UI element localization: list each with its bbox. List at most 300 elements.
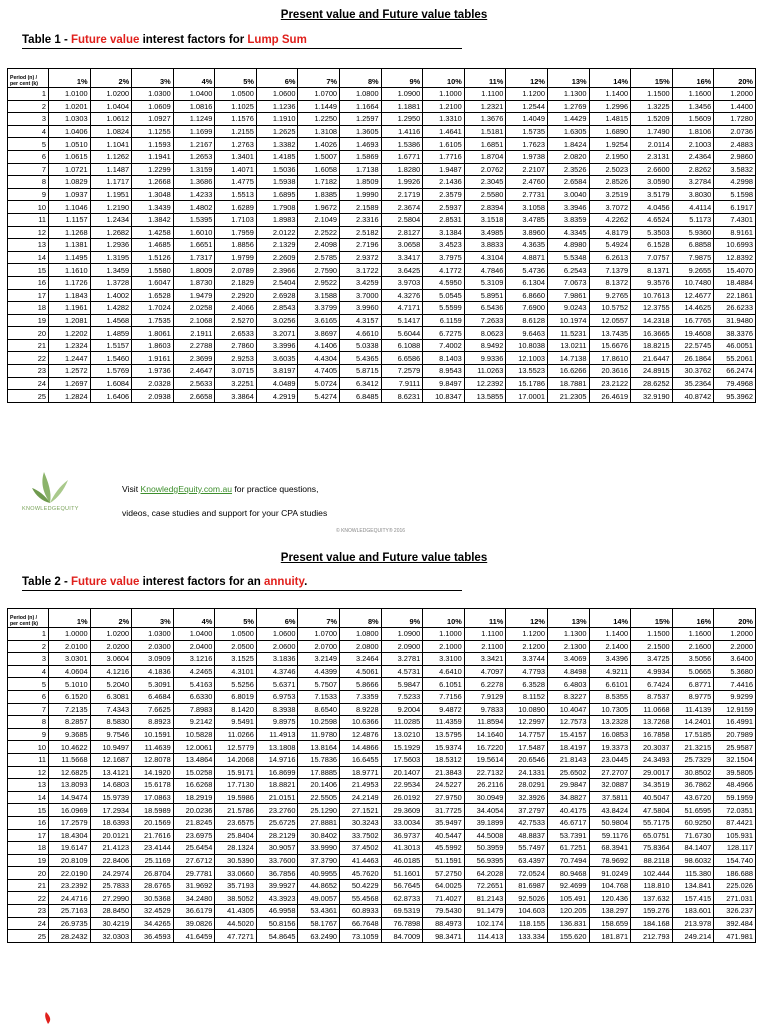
factor-cell: 2.0762	[464, 163, 506, 176]
factor-cell: 30.3243	[340, 816, 382, 829]
factor-cell: 8.2857	[49, 716, 91, 729]
factor-cell: 26.4619	[589, 390, 631, 403]
factor-cell: 2.1719	[381, 188, 423, 201]
factor-cell: 5.6371	[256, 678, 298, 691]
factor-cell: 10.5828	[173, 728, 215, 741]
factor-cell: 21.3843	[423, 766, 465, 779]
factor-cell: 1.7716	[423, 150, 465, 163]
factor-cell: 128.117	[714, 842, 756, 855]
factor-cell: 1.6890	[589, 125, 631, 138]
factor-cell: 13.0211	[547, 339, 589, 352]
factor-cell: 23.0445	[589, 753, 631, 766]
factor-cell: 6.5436	[464, 302, 506, 315]
factor-cell: 5.1598	[714, 188, 756, 201]
factor-cell: 26.1864	[672, 352, 714, 365]
factor-cell: 18.7881	[547, 377, 589, 390]
factor-cell: 1.4233	[173, 188, 215, 201]
factor-cell: 16.0969	[49, 804, 91, 817]
factor-cell: 1.4429	[547, 113, 589, 126]
factor-cell: 6.1159	[423, 314, 465, 327]
period-cell: 25	[8, 390, 49, 403]
table-row	[8, 905, 756, 918]
period-cell: 19	[8, 854, 49, 867]
factor-cell: 2.0114	[631, 138, 673, 151]
factor-cell: 4.6610	[340, 327, 382, 340]
factor-cell: 2.3966	[256, 264, 298, 277]
table-row	[8, 201, 756, 214]
factor-cell: 1.1717	[90, 176, 132, 189]
factor-cell: 2.2107	[506, 163, 548, 176]
factor-cell: 2.9372	[340, 251, 382, 264]
factor-cell: 5.5256	[215, 678, 257, 691]
factor-cell: 64.2028	[464, 867, 506, 880]
copyright: © KNOWLEDGEQUITY® 2016	[336, 528, 406, 534]
factor-cell: 1.5036	[256, 163, 298, 176]
visit-suffix: for practice questions,	[232, 484, 319, 494]
table-2-title-suffix: .	[304, 576, 308, 588]
factor-cell: 1.1025	[215, 100, 257, 113]
factor-cell: 2.3699	[173, 352, 215, 365]
factor-cell: 104.603	[506, 905, 548, 918]
factor-cell: 39.0826	[173, 917, 215, 930]
factor-cell: 1.0721	[49, 163, 91, 176]
factor-cell: 61.7251	[547, 842, 589, 855]
table-row	[8, 302, 756, 315]
table-2-title-highlight-2: annuity	[264, 576, 305, 588]
factor-cell: 1.5938	[256, 176, 298, 189]
factor-cell: 1.7623	[506, 138, 548, 151]
table-2-title-middle: interest factors for an	[139, 576, 265, 588]
knowledgequity-link[interactable]: KnowledgEquity.com.au	[140, 484, 233, 494]
factor-cell: 1.1961	[49, 302, 91, 315]
factor-cell: 59.1176	[589, 829, 631, 842]
factor-cell: 15.1786	[506, 377, 548, 390]
table-row	[8, 930, 756, 943]
factor-cell: 1.4002	[90, 289, 132, 302]
factor-cell: 1.3382	[256, 138, 298, 151]
factor-cell: 13.1808	[256, 741, 298, 754]
factor-cell: 25.6454	[173, 842, 215, 855]
factor-cell: 12.4677	[672, 289, 714, 302]
factor-cell: 5.2040	[90, 678, 132, 691]
factor-cell: 1.3459	[90, 264, 132, 277]
factor-cell: 2.1300	[547, 640, 589, 653]
factor-cell: 1.0609	[132, 100, 174, 113]
factor-cell: 4.7097	[464, 665, 506, 678]
factor-cell: 1.8509	[340, 176, 382, 189]
table-row	[8, 766, 756, 779]
factor-cell: 1.3676	[464, 113, 506, 126]
factor-cell: 73.1059	[340, 930, 382, 943]
factor-cell: 24.2149	[340, 791, 382, 804]
factor-cell: 1.4775	[215, 176, 257, 189]
factor-cell: 8.8923	[132, 716, 174, 729]
factor-cell: 5.1010	[49, 678, 91, 691]
factor-cell: 212.793	[631, 930, 673, 943]
factor-cell: 32.3926	[506, 791, 548, 804]
period-cell: 23	[8, 905, 49, 918]
factor-cell: 21.0151	[256, 791, 298, 804]
factor-cell: 16.6266	[547, 365, 589, 378]
factor-cell: 13.2328	[589, 716, 631, 729]
factor-cell: 51.1591	[423, 854, 465, 867]
factor-cell: 42.7533	[506, 816, 548, 829]
factor-cell: 3.1588	[298, 289, 340, 302]
factor-cell: 105.491	[547, 892, 589, 905]
factor-cell: 25.7329	[672, 753, 714, 766]
factor-cell: 3.8197	[256, 365, 298, 378]
factor-cell: 6.1051	[423, 678, 465, 691]
visit-line-2: videos, case studies and support for your CPA studies	[122, 508, 328, 518]
factor-cell: 7.6625	[132, 703, 174, 716]
factor-cell: 50.9804	[589, 816, 631, 829]
factor-cell: 271.031	[714, 892, 756, 905]
factor-cell: 12.0557	[589, 314, 631, 327]
factor-cell: 1.2100	[423, 100, 465, 113]
table-row	[8, 791, 756, 804]
factor-cell: 1.4258	[132, 226, 174, 239]
period-cell: 24	[8, 377, 49, 390]
factor-cell: 7.9111	[381, 377, 423, 390]
factor-cell: 18.8215	[631, 339, 673, 352]
factor-cell: 1.2824	[49, 390, 91, 403]
factor-cell: 155.620	[547, 930, 589, 943]
factor-cell: 2.9522	[298, 276, 340, 289]
table-row	[8, 365, 756, 378]
factor-cell: 10.7613	[631, 289, 673, 302]
factor-cell: 2.2522	[298, 226, 340, 239]
factor-cell: 48.8837	[506, 829, 548, 842]
factor-cell: 1.9736	[132, 365, 174, 378]
factor-cell: 23.2122	[589, 377, 631, 390]
factor-cell: 62.8733	[381, 892, 423, 905]
table-1-title-highlight-1: Future value	[71, 34, 140, 46]
factor-cell: 28.6765	[132, 879, 174, 892]
factor-cell: 91.0249	[589, 867, 631, 880]
period-cell: 24	[8, 917, 49, 930]
factor-cell: 9.2765	[589, 289, 631, 302]
factor-cell: 2.4883	[714, 138, 756, 151]
factor-cell: 3.3864	[215, 390, 257, 403]
factor-cell: 105.931	[714, 829, 756, 842]
factor-cell: 63.4397	[506, 854, 548, 867]
factor-cell: 20.1569	[132, 816, 174, 829]
factor-cell: 88.4973	[423, 917, 465, 930]
factor-cell: 5.3680	[714, 665, 756, 678]
factor-cell: 6.9753	[256, 690, 298, 703]
factor-cell: 92.5026	[506, 892, 548, 905]
factor-cell: 1.0824	[90, 125, 132, 138]
factor-cell: 30.4219	[90, 917, 132, 930]
factor-cell: 1.1100	[464, 628, 506, 641]
factor-cell: 26.2116	[464, 779, 506, 792]
factor-cell: 15.4070	[714, 264, 756, 277]
factor-cell: 9.7546	[90, 728, 132, 741]
leaf-logo-icon	[30, 470, 70, 504]
factor-cell: 1.6528	[132, 289, 174, 302]
factor-cell: 17.8885	[298, 766, 340, 779]
factor-cell: 30.5368	[132, 892, 174, 905]
factor-cell: 28.8450	[90, 905, 132, 918]
factor-cell: 6.8858	[672, 239, 714, 252]
factor-cell: 1.1200	[506, 88, 548, 101]
column-header: 12%	[506, 69, 548, 88]
period-cell: 12	[8, 766, 49, 779]
factor-cell: 12.0061	[173, 741, 215, 754]
table-row	[8, 829, 756, 842]
factor-cell: 36.4593	[132, 930, 174, 943]
factor-cell: 2.8394	[464, 201, 506, 214]
factor-cell: 38.3376	[714, 327, 756, 340]
factor-cell: 44.8652	[298, 879, 340, 892]
factor-cell: 1.5386	[381, 138, 423, 151]
factor-cell: 17.7130	[215, 779, 257, 792]
factor-cell: 2.1436	[423, 176, 465, 189]
period-cell: 7	[8, 163, 49, 176]
factor-cell: 1.7535	[132, 314, 174, 327]
factor-cell: 41.3013	[381, 842, 423, 855]
factor-cell: 2.1100	[464, 640, 506, 653]
factor-cell: 1.4641	[423, 125, 465, 138]
factor-cell: 34.8827	[547, 791, 589, 804]
factor-cell: 1.0201	[49, 100, 91, 113]
factor-cell: 1.2447	[49, 352, 91, 365]
factor-cell: 5.4924	[589, 239, 631, 252]
factor-cell: 213.978	[672, 917, 714, 930]
factor-cell: 48.4966	[714, 779, 756, 792]
period-cell: 20	[8, 327, 49, 340]
factor-cell: 184.168	[631, 917, 673, 930]
period-cell: 17	[8, 289, 49, 302]
factor-cell: 14.9716	[256, 753, 298, 766]
factor-cell: 3.1384	[423, 226, 465, 239]
factor-cell: 6.3081	[90, 690, 132, 703]
factor-cell: 2.4364	[672, 150, 714, 163]
factor-cell: 1.2625	[256, 125, 298, 138]
factor-cell: 5.8715	[340, 365, 382, 378]
factor-cell: 78.9692	[589, 854, 631, 867]
column-header: 13%	[547, 69, 589, 88]
factor-cell: 6.1088	[381, 339, 423, 352]
factor-cell: 14.9474	[49, 791, 91, 804]
factor-cell: 2.4098	[298, 239, 340, 252]
period-cell: 9	[8, 728, 49, 741]
factor-cell: 10.5752	[589, 302, 631, 315]
column-header: 6%	[256, 69, 298, 88]
factor-cell: 3.1058	[506, 201, 548, 214]
factor-cell: 2.0700	[298, 640, 340, 653]
factor-cell: 34.3519	[631, 779, 673, 792]
factor-cell: 44.5020	[215, 917, 257, 930]
factor-cell: 4.5731	[381, 665, 423, 678]
factor-cell: 16.6455	[340, 753, 382, 766]
column-header: 12%	[506, 609, 548, 628]
factor-cell: 2.1950	[589, 150, 631, 163]
factor-cell: 20.8109	[49, 854, 91, 867]
factor-cell: 1.8061	[132, 327, 174, 340]
factor-cell: 23.2392	[49, 879, 91, 892]
factor-cell: 8.1152	[506, 690, 548, 703]
factor-cell: 18.4304	[49, 829, 91, 842]
factor-cell: 32.1504	[714, 753, 756, 766]
factor-cell: 1.0700	[298, 628, 340, 641]
factor-cell: 7.2579	[381, 365, 423, 378]
factor-cell: 4.0489	[256, 377, 298, 390]
factor-cell: 1.4071	[215, 163, 257, 176]
factor-cell: 1.5869	[340, 150, 382, 163]
factor-cell: 25.1290	[298, 804, 340, 817]
factor-cell: 88.2118	[631, 854, 673, 867]
factor-cell: 1.3728	[90, 276, 132, 289]
factor-cell: 95.3962	[714, 390, 756, 403]
column-header: 1%	[49, 609, 91, 628]
factor-cell: 1.7138	[340, 163, 382, 176]
factor-cell: 26.6233	[714, 302, 756, 315]
factor-cell: 1.6047	[132, 276, 174, 289]
period-cell: 5	[8, 138, 49, 151]
factor-cell: 36.9737	[381, 829, 423, 842]
factor-cell: 1.1449	[298, 100, 340, 113]
factor-cell: 3.2781	[381, 653, 423, 666]
factor-cell: 2.8531	[423, 213, 465, 226]
factor-cell: 20.1407	[381, 766, 423, 779]
factor-cell: 14.6803	[90, 779, 132, 792]
factor-cell: 68.3941	[589, 842, 631, 855]
factor-cell: 31.9692	[173, 879, 215, 892]
factor-cell: 32.4529	[132, 905, 174, 918]
factor-cell: 69.5319	[381, 905, 423, 918]
factor-cell: 1.2299	[132, 163, 174, 176]
factor-cell: 4.8871	[506, 251, 548, 264]
factor-cell: 2.5937	[423, 201, 465, 214]
factor-cell: 24.8915	[631, 365, 673, 378]
factor-cell: 11.4359	[423, 716, 465, 729]
factor-cell: 1.5157	[90, 339, 132, 352]
factor-cell: 19.3373	[589, 741, 631, 754]
factor-cell: 24.4716	[49, 892, 91, 905]
factor-cell: 24.5227	[423, 779, 465, 792]
factor-cell: 3.8359	[547, 213, 589, 226]
lump-sum-table	[7, 68, 756, 403]
factor-cell: 10.1974	[547, 314, 589, 327]
factor-cell: 22.5745	[672, 339, 714, 352]
factor-cell: 32.0887	[589, 779, 631, 792]
table-row	[8, 88, 756, 101]
factor-cell: 17.2934	[90, 804, 132, 817]
factor-cell: 70.7494	[547, 854, 589, 867]
factor-cell: 4.2262	[589, 213, 631, 226]
factor-cell: 1.9479	[173, 289, 215, 302]
factor-cell: 3.8697	[298, 327, 340, 340]
factor-cell: 19.4608	[672, 327, 714, 340]
factor-cell: 55.2061	[714, 352, 756, 365]
column-header: 4%	[173, 69, 215, 88]
factor-cell: 1.5181	[464, 125, 506, 138]
period-cell: 3	[8, 653, 49, 666]
factor-cell: 1.6084	[90, 377, 132, 390]
factor-cell: 1.1255	[132, 125, 174, 138]
factor-cell: 1.7103	[215, 213, 257, 226]
factor-cell: 28.1324	[215, 842, 257, 855]
factor-cell: 6.8660	[506, 289, 548, 302]
factor-cell: 1.1951	[90, 188, 132, 201]
factor-cell: 31.9480	[714, 314, 756, 327]
factor-cell: 1.7317	[173, 251, 215, 264]
factor-cell: 1.1910	[256, 113, 298, 126]
factor-cell: 38.5052	[215, 892, 257, 905]
factor-cell: 17.5487	[506, 741, 548, 754]
factor-cell: 66.2474	[714, 365, 756, 378]
factor-cell: 3.7000	[340, 289, 382, 302]
factor-cell: 12.4876	[340, 728, 382, 741]
factor-cell: 13.7435	[589, 327, 631, 340]
factor-cell: 8.6128	[506, 314, 548, 327]
factor-cell: 137.632	[631, 892, 673, 905]
factor-cell: 18.5989	[132, 804, 174, 817]
factor-cell: 5.1417	[381, 314, 423, 327]
factor-cell: 2.0938	[132, 390, 174, 403]
period-cell: 18	[8, 842, 49, 855]
factor-cell: 22.7132	[464, 766, 506, 779]
factor-cell: 24.3493	[631, 753, 673, 766]
factor-cell: 24.1331	[506, 766, 548, 779]
factor-cell: 71.4027	[423, 892, 465, 905]
factor-cell: 55.4568	[340, 892, 382, 905]
factor-cell: 98.3471	[423, 930, 465, 943]
factor-cell: 11.5668	[49, 753, 91, 766]
factor-cell: 9.2004	[381, 703, 423, 716]
factor-cell: 5.5348	[547, 251, 589, 264]
factor-cell: 13.7268	[631, 716, 673, 729]
factor-cell: 8.5355	[589, 690, 631, 703]
factor-cell: 15.0258	[173, 766, 215, 779]
factor-cell: 3.1836	[256, 653, 298, 666]
factor-cell: 9.3576	[631, 276, 673, 289]
factor-cell: 3.0909	[132, 653, 174, 666]
factor-cell: 1.3842	[132, 213, 174, 226]
factor-cell: 3.0040	[547, 188, 589, 201]
factor-cell: 1.2653	[173, 150, 215, 163]
table-row	[8, 816, 756, 829]
factor-cell: 15.9739	[90, 791, 132, 804]
factor-cell: 1.0300	[132, 88, 174, 101]
factor-cell: 7.9861	[547, 289, 589, 302]
factor-cell: 1.5209	[631, 113, 673, 126]
factor-cell: 1.5460	[90, 352, 132, 365]
period-cell: 14	[8, 251, 49, 264]
factor-cell: 7.1379	[589, 264, 631, 277]
factor-cell: 14.7138	[547, 352, 589, 365]
factor-cell: 7.6900	[506, 302, 548, 315]
factor-cell: 40.8742	[672, 390, 714, 403]
factor-cell: 1.5007	[298, 150, 340, 163]
factor-cell: 47.5804	[631, 804, 673, 817]
factor-cell: 10.7305	[589, 703, 631, 716]
factor-cell: 1.1593	[132, 138, 174, 151]
factor-cell: 2.5270	[215, 314, 257, 327]
factor-cell: 1.9990	[340, 188, 382, 201]
factor-cell: 2.0500	[215, 640, 257, 653]
factor-cell: 1.3439	[132, 201, 174, 214]
factor-cell: 9.0243	[547, 302, 589, 315]
factor-cell: 1.8603	[132, 339, 174, 352]
factor-cell: 2.0900	[381, 640, 423, 653]
period-cell: 25	[8, 930, 49, 943]
table-row	[8, 289, 756, 302]
factor-cell: 3.0715	[215, 365, 257, 378]
factor-cell: 186.688	[714, 867, 756, 880]
factor-cell: 25.7163	[49, 905, 91, 918]
